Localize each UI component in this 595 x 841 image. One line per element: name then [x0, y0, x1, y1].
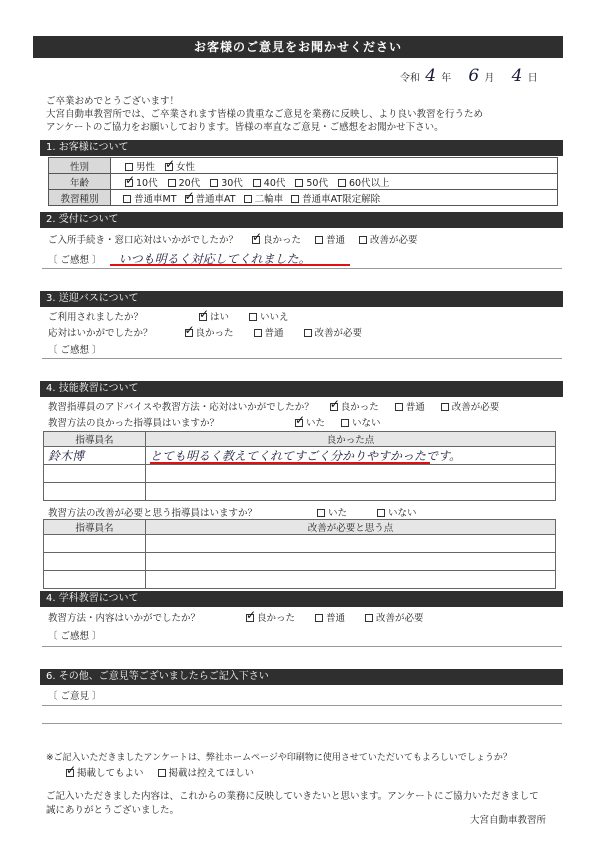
checkbox-icon[interactable]: [395, 403, 403, 411]
reception-option-1[interactable]: [315, 232, 345, 246]
course-option-label: 普通車AT限定解除: [302, 193, 381, 205]
lecture-option-2[interactable]: [365, 610, 424, 624]
bus-use-option-label: いいえ: [260, 312, 289, 323]
consent-option-0[interactable]: [66, 765, 144, 779]
driving-q3: 教習方法の改善が必要と思う指導員はいますか？: [48, 508, 258, 519]
section-3-header: 3. 送迎バスについて: [40, 291, 563, 307]
driving-q3-option-label: いない: [388, 508, 417, 519]
date-era: 令和: [400, 73, 420, 84]
driving-q2-option-label: いない: [352, 418, 381, 429]
checkbox-icon[interactable]: [441, 403, 449, 411]
bus-use-option-0[interactable]: [199, 309, 229, 323]
reception-option-2[interactable]: [359, 232, 418, 246]
driving-q3-row: [48, 505, 417, 519]
customer-info-table: [48, 157, 558, 206]
checkbox-icon[interactable]: [249, 313, 257, 321]
good-head-name: 指導員名: [44, 432, 146, 447]
course-label: 教習種別: [49, 190, 111, 206]
driving-q1: 教習指導員のアドバイスや教習方法・応対はいかがでしたか？: [48, 402, 314, 413]
consent-option-1[interactable]: [158, 765, 255, 779]
footer-line-2: 誠にありがとうございました。: [46, 805, 180, 816]
other-comment-row: [48, 688, 102, 702]
driving-q2-option-0[interactable]: [295, 415, 325, 429]
divider: [42, 358, 562, 359]
section-2-header: 2. 受付について: [40, 212, 563, 228]
consent-question: ※ご記入いただきましたアンケートは、弊社ホームページや印刷物に使用させていただいてもよろしいでしょうか？: [46, 753, 512, 763]
bus-service-question: 応対はいかがでしたか？: [48, 328, 153, 339]
day-unit: 日: [527, 73, 538, 84]
intro-line-3: アンケートのご協力をお願いしております。皆様の率直なご意見・ご感想をお聞かせ下さい。: [46, 122, 444, 133]
page-title: お客様のご意見をお聞かせください: [33, 36, 563, 58]
age-option-2[interactable]: [210, 175, 243, 189]
course-option-3[interactable]: [291, 191, 380, 205]
bus-comment-label: 〔 ご感想 〕: [48, 345, 102, 356]
bus-service-option-0[interactable]: [185, 325, 234, 339]
reception-question: ご入所手続き・窓口応対はいかがでしたか？: [48, 235, 239, 246]
date-month[interactable]: 6: [468, 66, 480, 86]
checkbox-icon[interactable]: [210, 179, 218, 187]
bus-service-option-label: 改善が必要: [314, 328, 363, 339]
checked-box-icon[interactable]: [252, 236, 260, 244]
good-instructor-table: [43, 431, 556, 501]
driving-q3-option-1[interactable]: [377, 505, 417, 519]
checkbox-icon[interactable]: [304, 329, 312, 337]
course-option-label: 普通車AT: [195, 193, 236, 205]
divider: [42, 646, 562, 647]
driving-q2: 教習方法の良かった指導員はいますか？: [48, 418, 220, 429]
gender-option-label: 男性: [136, 161, 156, 173]
lecture-comment-label: 〔 ご感想 〕: [48, 631, 102, 642]
driving-q1-row: [48, 399, 499, 413]
intro-text: [46, 95, 566, 134]
age-option-label: 40代: [263, 177, 286, 189]
course-options: [111, 190, 558, 206]
driving-q2-row: [48, 415, 381, 429]
checkbox-icon[interactable]: [341, 419, 349, 427]
reception-question-row: [48, 232, 418, 246]
comment-red-underline: [110, 264, 350, 266]
bus-use-option-label: はい: [210, 312, 230, 323]
checkbox-icon[interactable]: [377, 509, 385, 517]
checked-box-icon[interactable]: [295, 419, 303, 427]
lecture-question: 教習方法・内容はいかがでしたか？: [48, 613, 201, 624]
bus-service-row: [48, 325, 362, 339]
checkbox-icon[interactable]: [168, 179, 176, 187]
age-options: [111, 174, 558, 190]
reception-comment[interactable]: いつも明るく対応してくれました。: [118, 252, 311, 266]
checkbox-icon[interactable]: [359, 236, 367, 244]
checkbox-icon[interactable]: [244, 195, 252, 203]
driving-q1-option-label: 良かった: [340, 402, 379, 413]
bus-use-question: ご利用されましたか？: [48, 312, 144, 323]
lecture-option-0[interactable]: [246, 610, 295, 624]
checked-box-icon[interactable]: [330, 403, 338, 411]
age-option-3[interactable]: [253, 175, 286, 189]
good-point-red-underline: [150, 462, 430, 464]
reception-option-label: 良かった: [263, 235, 302, 246]
driving-q1-option-0[interactable]: [330, 399, 379, 413]
gender-option-0[interactable]: [125, 159, 155, 173]
course-option-label: 普通車MT: [134, 193, 177, 205]
driving-q3-option-0[interactable]: [317, 505, 347, 519]
age-option-label: 20代: [178, 177, 201, 189]
footer-line-1: ご記入いただきました内容は、これからの業務に反映していきたいと思います。アンケートにご協力いただきまして: [46, 791, 539, 802]
checked-box-icon[interactable]: [199, 313, 207, 321]
date-year[interactable]: 4: [425, 66, 437, 86]
gender-option-1[interactable]: [165, 159, 195, 173]
driving-q3-option-label: いた: [328, 508, 348, 519]
checkbox-icon[interactable]: [338, 179, 346, 187]
checkbox-icon[interactable]: [254, 329, 262, 337]
driving-q1-option-label: 普通: [405, 402, 425, 413]
age-option-label: 30代: [221, 177, 243, 189]
school-name: 大宮自動車教習所: [470, 815, 547, 826]
bad-head-point: 改善が必要と思う点: [146, 520, 556, 535]
bus-use-option-1[interactable]: [249, 309, 289, 323]
checkbox-icon[interactable]: [291, 195, 299, 203]
bus-comment-row: [48, 342, 102, 356]
lecture-option-label: 良かった: [257, 613, 296, 624]
checked-box-icon[interactable]: [185, 329, 193, 337]
lecture-comment-row: [48, 628, 102, 642]
age-option-label: 60代以上: [348, 177, 390, 189]
lecture-question-row: [48, 610, 424, 624]
reception-option-0[interactable]: [252, 232, 301, 246]
checked-box-icon[interactable]: [185, 195, 193, 203]
section-6-header: 6. その他、ご意見等ございましたらご記入下さい: [40, 669, 563, 685]
divider: [42, 268, 562, 269]
other-comment-label: 〔 ご意見 〕: [48, 691, 102, 702]
driving-q1-option-2[interactable]: [441, 399, 500, 413]
course-option-2[interactable]: [244, 191, 284, 205]
section-1-header: 1. お客様について: [40, 140, 563, 156]
age-option-label: 50代: [306, 177, 328, 189]
bus-use-row: [48, 309, 289, 323]
intro-line-1: ご卒業おめでとうございます！: [46, 96, 180, 107]
good-head-point: 良かった点: [146, 432, 556, 447]
course-option-label: 二輪車: [254, 193, 284, 205]
good-instructor-point[interactable]: とても明るく教えてくれてすごく分かりやすかったです。: [150, 449, 462, 463]
driving-q2-option-label: いた: [306, 418, 326, 429]
lecture-option-1[interactable]: [315, 610, 345, 624]
bus-service-option-1[interactable]: [254, 325, 284, 339]
checkbox-icon[interactable]: [315, 236, 323, 244]
driving-q2-option-1[interactable]: [341, 415, 381, 429]
bus-service-option-label: 普通: [264, 328, 284, 339]
checkbox-icon[interactable]: [295, 179, 303, 187]
checkbox-icon[interactable]: [365, 614, 373, 622]
checked-box-icon[interactable]: [246, 614, 254, 622]
year-unit: 年: [441, 73, 452, 84]
checkbox-icon[interactable]: [253, 179, 261, 187]
lecture-option-label: 普通: [326, 613, 346, 624]
reception-option-label: 改善が必要: [370, 235, 418, 246]
course-option-1[interactable]: [185, 191, 236, 205]
section-4-header: 4. 技能教習について: [40, 381, 563, 397]
gender-option-label: 女性: [176, 161, 196, 173]
age-option-5[interactable]: [338, 175, 390, 189]
good-instructor-name[interactable]: 鈴木博: [48, 449, 85, 463]
section-5-header: 4. 学科教習について: [40, 591, 563, 607]
checkbox-icon[interactable]: [123, 195, 131, 203]
bus-service-option-label: 良かった: [195, 328, 234, 339]
checkbox-icon[interactable]: [317, 509, 325, 517]
course-option-0[interactable]: [123, 191, 177, 205]
age-label: 年齢: [49, 174, 111, 190]
reception-option-label: 普通: [326, 235, 346, 246]
gender-options: [111, 158, 558, 174]
consent-option-label: 掲載は控えてほしい: [168, 768, 255, 779]
consent-options: [52, 765, 254, 779]
improve-instructor-table: [43, 519, 556, 589]
checkbox-icon[interactable]: [125, 163, 133, 171]
month-unit: 月: [484, 73, 495, 84]
lecture-option-label: 改善が必要: [376, 613, 424, 624]
age-option-label: 10代: [136, 177, 158, 189]
age-option-4[interactable]: [295, 175, 328, 189]
reception-comment-label: 〔 ご感想 〕: [48, 255, 102, 266]
driving-q1-option-1[interactable]: [395, 399, 425, 413]
driving-q1-option-label: 改善が必要: [451, 402, 500, 413]
date-day[interactable]: 4: [511, 66, 523, 86]
age-option-0[interactable]: [125, 175, 158, 189]
consent-option-label: 掲載してもよい: [77, 768, 144, 779]
checked-box-icon[interactable]: [165, 163, 173, 171]
age-option-1[interactable]: [168, 175, 201, 189]
gender-label: 性別: [49, 158, 111, 174]
divider: [42, 723, 562, 724]
checkbox-icon[interactable]: [315, 614, 323, 622]
intro-line-2: 大宮自動車教習所では、ご卒業されます皆様の貴重なご意見を業務に反映し、より良い教習を行うため: [46, 109, 484, 120]
bad-head-name: 指導員名: [44, 520, 146, 535]
divider: [42, 705, 562, 706]
checkbox-icon[interactable]: [158, 769, 166, 777]
date-line: [400, 66, 570, 86]
bus-service-option-2[interactable]: [304, 325, 363, 339]
checked-box-icon[interactable]: [66, 769, 74, 777]
checked-box-icon[interactable]: [125, 179, 133, 187]
